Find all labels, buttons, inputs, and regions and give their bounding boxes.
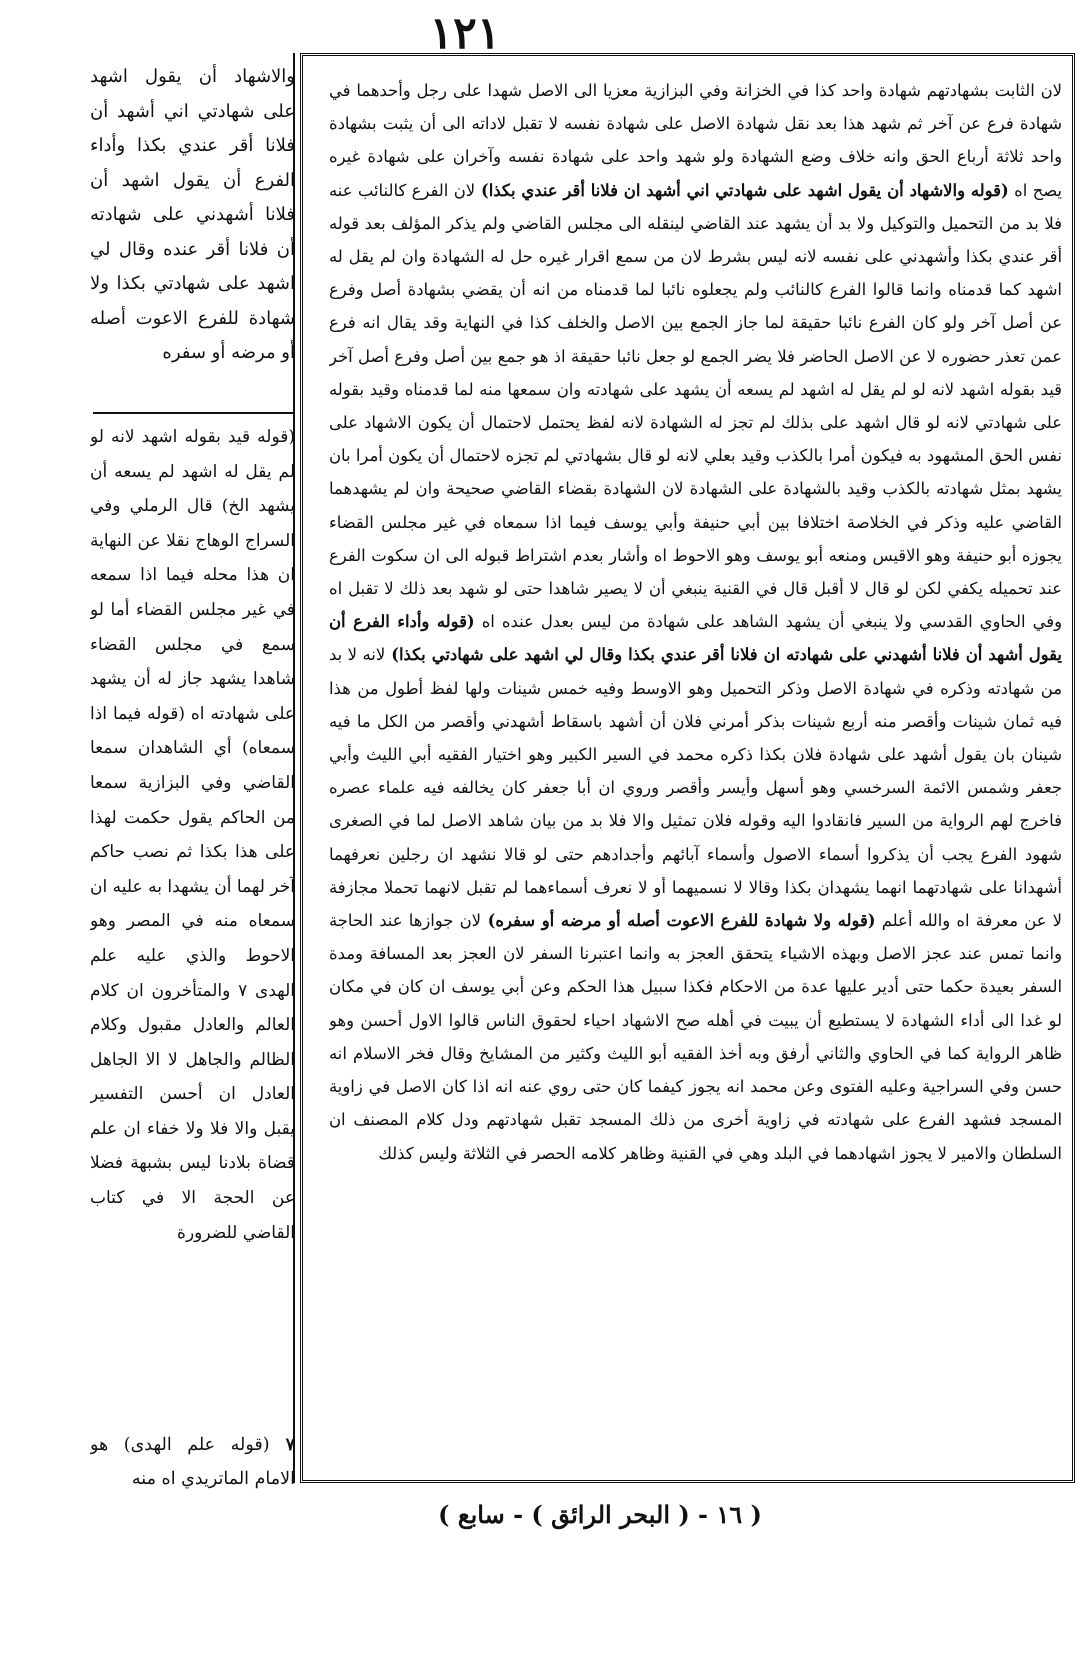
side-column-text: والاشهاد أن يقول اشهد على شهادتي اني أشهد أن فلانا أقر عندي بكذا وأداء الفرع أن يقول اشهد أن فلانا أشهدني على شهادته أن فلانا أقر عنده وقال لي اشهد على شهادتي بكذا ولا شهادة للفرع الاعوت أصله أو مرضه أو سفره (90, 66, 295, 363)
footer-label: ( ١٦ - ( البحر الرائق ) - سابع ) (438, 1500, 762, 1529)
main-paragraph: لان الثابت بشهادتهم شهادة واحد كذا في الخزانة وفي البزازية معزيا الى الاصل شهدا على رجل وأحدهما في شهادة فرع عن آخر ثم شهد هذا بعد نقل شهادة الاصل على شهادة نفسه لا تقبل لاداته الى أن يثبت بشهادة واحد ثلاثة أرباع الحق وانه خلاف وضع الشهادة ولو شهد واحد على شهادة نفسه وآخران على شهادة غيره يصح اه (329, 81, 1062, 200)
main-frame (300, 53, 1075, 1483)
commentary-key: (قوله والاشهاد أن يقول اشهد على شهادتي اني أشهد ان فلانا أقر عندي بكذا) (475, 180, 1009, 200)
main-paragraph: لان الفرع كالنائب عنه فلا بد من التحميل والتوكيل ولا بد أن يشهد عند القاضي لينقله الى مجلس القاضي ولم يذكر المؤلف بعد قوله أقر عندي بكذا وأشهدني على نفسه لانه ليس بشرط لان من سمع اقرار غيره حل له الشهادة وان لم يقل له اشهد كما قدمناه وانما قالوا الفرع كالنائب ولم يجعلوه نائبا لما قدمناه من انه أن يقضي بشهادة أصل وفرع عن أصل آخر ولو كان الفرع نائبا حقيقة لما جاز الجمع بين الاصل والخلف كذا في النهاية وقد يقال انه فرع عمن تعذر حضوره لا عن الاصل الحاضر فلا يضر الجمع لو جعل نائبا حقيقة اذ هو جمع بين أصل وفرع أصل آخر قيد بقوله اشهد لانه لو لم يقل له اشهد لم يسعه أن يشهد على شهادته وان سمعها منه لما قدمناه وقيد بقوله على شهادتي لانه لو قال اشهد على بذلك لم تجز له الشهادة لانه لفظ يحتمل لاحتمال أن يكون الاشهاد على نفس الحق المشهود به فيكون أمرا بالكذب وقيد بعلي لانه لو قال بشهادتي لم تجزه لاحتمال أن يكون أمرا بان يشهد بمثل شهادته بالكذب وقيد بالشهادة على الشهادة لان الشهادة بقضاء القاضي صحيحة وان لم يشهدهما القاضي عليه وذكر في الخلاصة اختلافا بين أبي حنيفة وأبي يوسف فيما اذا سمعاه في غير مجلس القضاء يجوزه أبو حنيفة وهو الاقيس ومنعه أبو يوسف وهو الاحوط اه وأشار بعدم اشتراط قبوله الى ان سكوت الفرع عند تحميله يكفي لكن لو قال لا أقبل قال في القنية ينبغي أن لا يصير شاهدا حتى لو شهد بعد ذلك لا تقبل اه وفي الحاوي القدسي ولا ينبغي أن يشهد الشاهد على شهادة من ليس بعدل عنده اه (329, 180, 1062, 632)
side-divider (93, 412, 293, 414)
side-footnote (90, 1428, 295, 1498)
side-column-note: (قوله قيد بقوله اشهد لانه لو لم يقل له اشهد لم يسعه أن يشهد الخ) قال الرملي وفي السراج الوهاج نقلا عن النهاية ان هذا محله فيما اذا سمعه في غير مجلس القضاء أما لو سمع في مجلس القضاء شاهدا يشهد جاز له أن يشهد على شهادته اه (قوله فيما اذا سمعاه) أي الشاهدان سمعا القاضي وفي البزازية سمعا من الحاكم يقول حكمت لهذا على هذا بكذا ثم نصب حاكم آخر لهما أن يشهدا به عليه ان سمعاه منه في المصر وهو الاحوط والذي عليه علم الهدى ٧ والمتأخرون ان كلام العالم والعادل مقبول وكلام الظالم والجاهل لا الا الجاهل العادل ان أحسن التفسير يقبل والا فلا ولا خفاء ان علم قضاة بلادنا ليس بشبهة فضلا عن الحجة الا في كتاب القاضي للضرورة (90, 427, 295, 1243)
main-paragraph: لان جوازها عند الحاجة وانما تمس عند عجز الاصل وبهذه الاشياء يتحقق العجز به وانما اعتبرنا السفر لان العجز بعد المسافة ومدة السفر بعيدة حكما حتى أدير عليها عدة من الاحكام فكذا سبيل هذا الحكم وعن أبي يوسف ان كان في مكان لو غدا الى أداء الشهادة لا يستطيع أن يبيت في أهله صح الاشهاد احياء لحقوق الناس قالوا الاول أحسن وهو ظاهر الرواية كما في الحاوي والثاني أرفق وبه أخذ الفقيه أبو الليث وكثير من المشايخ وقال فخر الاسلام انه حسن وفي السراجية وعليه الفتوى وعن محمد انه يجوز كيفما كان حتى روي عنه انه اذا كان الاصل في زاوية المسجد فشهد الفرع على شهادته في زاوية أخرى من ذلك المسجد تقبل شهادتهم ودل كلام المصنف ان السلطان والامير لا يجوز اشهادهما في البلد وهي في القنية وظاهر كلامه الحصر في الثلاثة وليس كذلك (329, 911, 1062, 1163)
commentary-key: (قوله وأداء الفرع أن يقول أشهد أن فلانا أشهدني على شهادته ان فلانا أقر عندي بكذا وقال لي اشهد على شهادتي بكذا) (329, 612, 1062, 665)
footnote-mark: ٧ (269, 1435, 295, 1455)
page-number: ١٢١ (429, 8, 501, 59)
main-paragraph: لانه لا بد من شهادته وذكره في شهادة الاصل وذكر التحميل وهو الاوسط وفيه خمس شينات ولها لفظ أطول من هذا فيه ثمان شينات وأقصر منه أربع شينات بذكر أمرني فلان أن أشهد باسقاط أشهدني وأقصر من الكل ما فيه شينان بان يقول أشهد على شهادة فلان بكذا ذكره محمد في السير الكبير وهو اختيار الفقيه أبي الليث وأبي جعفر وشمس الائمة السرخسي وهو أسهل وأيسر وأقصر وروي ان أبا جعفر كان يخالفه فيه علماء عصره فاخرج لهم الرواية من السير فانقادوا اليه وقوله فلان تمثيل والا فلا بد من بيان شاهد الاصل لما في الصغرى شهود الفرع يجب أن يذكروا أسماء الاصول وأسماء آبائهم وأجدادهم حتى لو قالا نشهد ان رجلين نعرفهما أشهدانا على شهادتهما انهما يشهدان بكذا وقالا لا نسميهما أو لا نعرف أسماءهما لم تقبل لانهما تحملا مجازفة لا عن معرفة اه والله أعلم (329, 645, 1062, 931)
footnote-text: (قوله علم الهدى) هو الامام الماتريدي اه منه (90, 1435, 295, 1489)
main-column (329, 74, 1062, 1466)
commentary-key: (قوله ولا شهادة للفرع الاعوت أصله أو مرضه أو سفره) (480, 911, 876, 931)
